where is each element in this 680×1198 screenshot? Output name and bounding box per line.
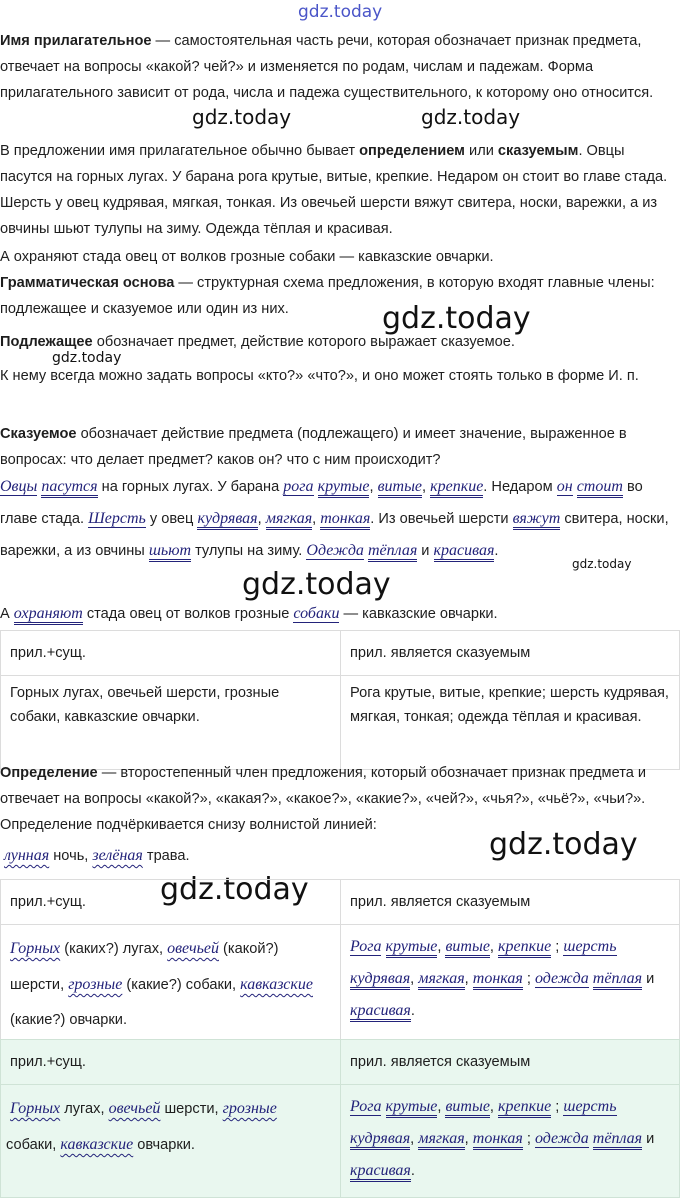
text: , (422, 479, 431, 495)
column-header: прил.+сущ. (1, 631, 341, 676)
text: трава. (142, 848, 190, 864)
text: ; (522, 971, 535, 987)
predicate-word: красивая (350, 1002, 411, 1022)
term-subject: Подлежащее (0, 334, 93, 350)
analysed-sentences (0, 471, 678, 567)
analysed-sentence-dogs (0, 600, 678, 628)
watermark: gdz.today (192, 105, 292, 129)
text: (какие?) овчарки. (10, 1012, 128, 1028)
predicate-word: витые (445, 938, 489, 958)
column-header: прил.+сущ. (1, 1040, 341, 1085)
predicate-word: кудрявая (197, 510, 257, 530)
predicate-word: вяжут (513, 510, 561, 530)
attribute-word: овечьей (167, 940, 219, 957)
text: , (489, 939, 499, 955)
predicate-word: тонкая (473, 970, 523, 990)
predicate-word: тонкая (320, 510, 370, 530)
predicate-word: витые (378, 478, 422, 498)
subject-word: рога (283, 478, 314, 495)
predicate-word: крепкие (430, 478, 483, 498)
text: , (312, 511, 321, 527)
watermark: gdz.today (52, 350, 122, 366)
subject-word: он (556, 478, 573, 495)
text: ; (522, 1131, 535, 1147)
predicate-word: крутые (386, 1098, 438, 1118)
text: у овец (145, 511, 198, 527)
predicate-word: шьют (149, 542, 191, 562)
term-predicate: сказуемым (497, 143, 579, 159)
definition-grammatical-basis (0, 270, 678, 322)
text: на горных лугах. У барана (97, 479, 284, 495)
text: и (642, 1131, 655, 1147)
predicate-word: пасутся (41, 478, 97, 498)
text: . (410, 1163, 415, 1179)
subject-word: шерсть (563, 1098, 617, 1115)
predicate-word: кудрявая (350, 970, 410, 990)
definition-text: обозначает действие предмета (подлежащего) и имеет значение, выраженное в вопросах: что делает предмет? каков он? что с ним происходит? (0, 426, 627, 468)
subject-word: Рога (350, 1098, 382, 1115)
table-cell: Рога крутые, витые, крепкие; шерсть кудрявая, мягкая, тонкая; одежда тёплая и красивая. (341, 676, 680, 770)
table-analysis (0, 879, 680, 1044)
text: ; (551, 1099, 564, 1115)
table-cell (1, 1085, 341, 1198)
paragraph-dogs: А охраняют стада овец от волков грозные собаки — кавказские овчарки. (0, 249, 494, 265)
text: . Овцы пасутся на горных лугах. У барана рога крутые, витые, крепкие. Недаром он стоит во главе стада. Шерсть у овец кудрявая, мягкая, тонкая. Из овечьей шерсти вяжут свитера, носки, варежки, а из овчины шьют тулупы на зиму. Одежда тёплая и красивая. (0, 143, 668, 237)
watermark: gdz.today (421, 105, 521, 129)
predicate-word: тёплая (368, 542, 417, 562)
text: , (437, 1099, 446, 1115)
predicate-word: витые (445, 1098, 489, 1118)
text: , (489, 1099, 499, 1115)
table-cell (341, 1085, 680, 1198)
text: овчарки. (133, 1137, 195, 1153)
text: . Из овечьей шерсти (370, 511, 513, 527)
text: . (410, 1003, 415, 1019)
predicate-word: тёплая (593, 970, 642, 990)
subject-word: Овцы (0, 478, 38, 495)
subject-word: одежда (534, 970, 589, 987)
attribute-word: лунная (4, 847, 50, 864)
attribute-word: овечьей (108, 1100, 161, 1117)
table-cell (341, 925, 680, 1044)
column-header: прил. является сказуемым (341, 631, 680, 676)
paragraph-sheep (0, 138, 678, 242)
definition-adjective (0, 28, 678, 106)
text: (каких?) лугах, (60, 941, 168, 957)
watermark: gdz.today (489, 827, 638, 862)
predicate-word: крепкие (498, 1098, 551, 1118)
text: (какие?) собаки, (122, 977, 241, 993)
text: ночь, (49, 848, 93, 864)
text: и (642, 971, 655, 987)
table-row (1, 676, 680, 770)
term-predicate: Сказуемое (0, 426, 77, 442)
predicate-word: крутые (386, 938, 438, 958)
text: или (464, 143, 498, 159)
definition-text: — структурная схема предложения, в которую входят главные члены: подлежащее и сказуемое или один из них. (0, 275, 655, 317)
definition-attribute (0, 760, 678, 838)
text: , (410, 971, 419, 987)
attribute-word: кавказские (240, 976, 313, 993)
text: , (257, 511, 266, 527)
attribute-word: зелёная (92, 847, 143, 864)
watermark: gdz.today (160, 872, 309, 907)
table-header-row (1, 1040, 680, 1085)
predicate-word: мягкая (418, 970, 464, 990)
column-header: прил. является сказуемым (341, 1040, 680, 1085)
table-cell (1, 925, 341, 1044)
watermark: gdz.today (382, 301, 531, 336)
subject-word: одежда (534, 1130, 589, 1147)
text: , (410, 1131, 419, 1147)
text: во главе стада. (0, 479, 643, 527)
table-adjective-forms (0, 630, 680, 770)
text: стада овец от волков грозные (82, 606, 294, 622)
table-header-row (1, 880, 680, 925)
column-header: прил. является сказуемым (341, 880, 680, 925)
text: В предложении имя прилагательное обычно бывает (0, 143, 360, 159)
table-row (1, 925, 680, 1044)
definition-predicate (0, 421, 678, 473)
predicate-word: красивая (434, 542, 495, 562)
watermark: gdz.today (242, 567, 391, 602)
attribute-word: Горных (10, 940, 61, 957)
text: , (464, 971, 473, 987)
subject-word: Одежда (306, 542, 364, 559)
predicate-word: тёплая (593, 1130, 642, 1150)
attribute-word: грозные (68, 976, 123, 993)
column-header: прил.+сущ. (1, 880, 341, 925)
term-grammatical-basis: Грамматическая основа (0, 275, 175, 291)
table-analysis-highlighted (0, 1039, 680, 1198)
subject-word: Шерсть (88, 510, 146, 527)
predicate-word: охраняют (14, 605, 83, 625)
attribute-example (0, 843, 678, 869)
text: — кавказские овчарки. (339, 606, 498, 622)
table-header-row (1, 631, 680, 676)
text: . (494, 543, 499, 559)
attribute-word: грозные (222, 1100, 277, 1117)
watermark: gdz.today (298, 2, 383, 22)
definition-text: — второстепенный член предложения, который обозначает признак предмета и отвечает на вопросы «какой?», «какая?», «какое?», «какие?», «чей?», «чья?», «чьё?», «чьи?». Определение подчёркивается снизу волнистой линией: (0, 765, 647, 833)
predicate-word: стоит (577, 478, 623, 498)
text: лугах, (60, 1101, 109, 1117)
definition-text: обозначает предмет, действие которого выражает сказуемое. (92, 334, 515, 350)
subject-word: Рога (350, 938, 382, 955)
text: шерсти, (160, 1101, 223, 1117)
predicate-word: мягкая (266, 510, 312, 530)
predicate-word: тонкая (473, 1130, 523, 1150)
table-cell: Горных лугах, овечьей шерсти, грозные собаки, кавказские овчарки. (1, 676, 341, 770)
text: собаки, (6, 1137, 61, 1153)
watermark: gdz.today (572, 557, 632, 571)
text: свитера, носки, варежки, а из овчины (0, 511, 669, 559)
predicate-word: крутые (318, 478, 370, 498)
predicate-word: мягкая (418, 1130, 464, 1150)
term-attribute: Определение (0, 765, 98, 781)
subject-word: шерсть (563, 938, 617, 955)
text: и (417, 543, 434, 559)
text: , (437, 939, 446, 955)
paragraph-subject-questions: К нему всегда можно задать вопросы «кто?» «что?», и оно может стоять только в форме И. п. (0, 368, 639, 384)
definition-text: — самостоятельная часть речи, которая обозначает признак предмета, отвечает на вопросы «какой? чей?» и изменяется по родам, числам и падежам. Форма прилагательного зависит от рода, числа и падежа существительного, к которому оно относится. (0, 33, 654, 101)
attribute-word: Горных (10, 1100, 61, 1117)
text: тулупы на зиму. (191, 543, 307, 559)
subject-word: собаки (293, 605, 340, 622)
term-adjective: Имя прилагательное (0, 33, 152, 49)
text: . Недаром (483, 479, 557, 495)
text: А (0, 606, 14, 622)
attribute-word: кавказские (60, 1136, 134, 1153)
definition-subject (0, 329, 678, 355)
predicate-word: кудрявая (350, 1130, 410, 1150)
term-attribute: определением (359, 143, 465, 159)
predicate-word: крепкие (498, 938, 551, 958)
text: , (369, 479, 378, 495)
text: ; (551, 939, 564, 955)
table-row (1, 1085, 680, 1198)
text: , (464, 1131, 473, 1147)
predicate-word: красивая (350, 1162, 411, 1182)
text: (какой?) шерсти, (10, 941, 279, 993)
